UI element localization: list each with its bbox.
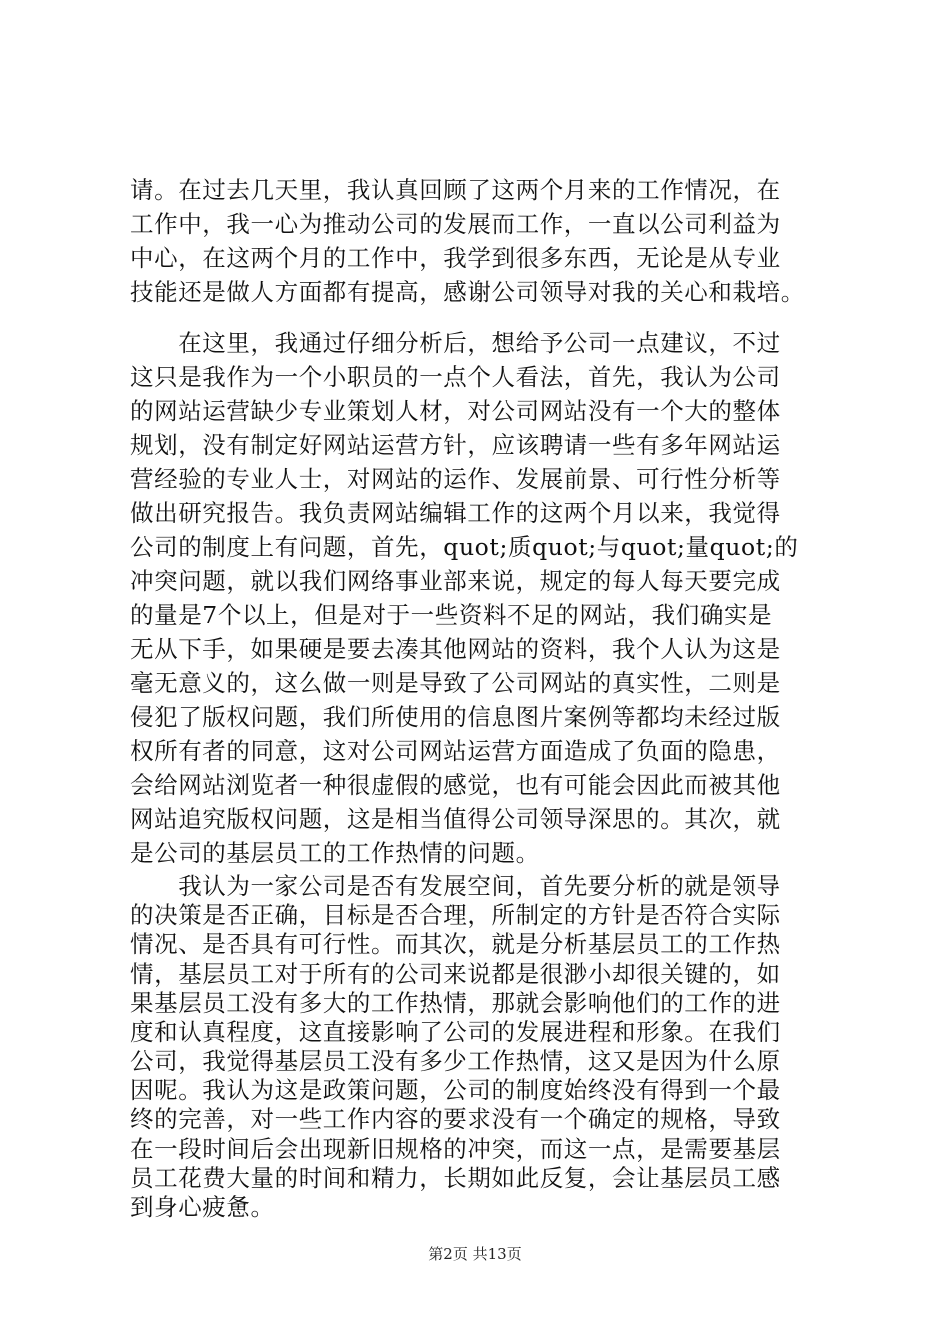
paragraph-2-line-3: 的网站运营缺少专业策划人材，对公司网站没有一个大的整体 (130, 397, 781, 425)
paragraph-3-line-8: 因呢。我认为这是政策问题，公司的制度始终没有得到一个最 (130, 1076, 781, 1105)
paragraph-2-line-14: 会给网站浏览者一种很虚假的感觉，也有可能会因此而被其他 (130, 771, 781, 799)
paragraph-2-line-15: 网站追究版权问题，这是相当值得公司领导深思的。其次，就 (130, 805, 781, 833)
paragraph-2-line-11: 毫无意义的，这么做一则是导致了公司网站的真实性，二则是 (130, 669, 781, 697)
paragraph-2-line-8: 冲突问题，就以我们网络事业部来说，规定的每人每天要完成 (130, 567, 781, 595)
paragraph-3-line-11: 员工花费大量的时间和精力，长期如此反复，会让基层员工感 (130, 1163, 781, 1192)
paragraph-2-line-10: 无从下手，如果硬是要去凑其他网站的资料，我个人认为这是 (130, 635, 781, 663)
paragraph-3-line-3: 情况、是否具有可行性。而其次，就是分析基层员工的工作热 (130, 930, 781, 959)
paragraph-3-line-6: 度和认真程度，这直接影响了公司的发展进程和形象。在我们 (130, 1017, 781, 1046)
paragraph-2-line-2: 这只是我作为一个小职员的一点个人看法，首先，我认为公司 (130, 363, 781, 391)
paragraph-1-line-2: 工作中，我一心为推动公司的发展而工作，一直以公司利益为 (130, 210, 781, 238)
paragraph-3-line-5: 果基层员工没有多大的工作热情，那就会影响他们的工作的进 (130, 988, 781, 1017)
paragraph-2-line-6: 做出研究报告。我负责网站编辑工作的这两个月以来，我觉得 (130, 499, 781, 527)
paragraph-2-line-5: 营经验的专业人士，对网站的运作、发展前景、可行性分析等 (130, 465, 781, 493)
page-footer: 第2页 共13页 (428, 1245, 522, 1263)
paragraph-3-line-1: 我认为一家公司是否有发展空间，首先要分析的就是领导 (130, 872, 781, 900)
paragraph-3-line-2: 的决策是否正确，目标是否合理，所制定的方针是否符合实际 (130, 901, 781, 930)
paragraph-3-line-9: 终的完善，对一些工作内容的要求没有一个确定的规格，导致 (130, 1105, 781, 1134)
paragraph-3-line-7: 公司，我觉得基层员工没有多少工作热情，这又是因为什么原 (130, 1047, 781, 1076)
paragraph-2-line-12: 侵犯了版权问题，我们所使用的信息图片案例等都均未经过版 (130, 703, 781, 731)
paragraph-2-line-1: 在这里，我通过仔细分析后，想给予公司一点建议，不过 (130, 329, 781, 357)
paragraph-3-line-4: 情，基层员工对于所有的公司来说都是很渺小却很关键的，如 (130, 959, 781, 988)
paragraph-3-line-10: 在一段时间后会出现新旧规格的冲突，而这一点，是需要基层 (130, 1134, 781, 1163)
paragraph-2-line-4: 规划，没有制定好网站运营方针，应该聘请一些有多年网站运 (130, 431, 781, 459)
paragraph-2-line-16: 是公司的基层员工的工作热情的问题。 (130, 839, 540, 867)
paragraph-1-line-4: 技能还是做人方面都有提高，感谢公司领导对我的关心和栽培。 (130, 278, 805, 306)
paragraph-1-line-3: 中心，在这两个月的工作中，我学到很多东西，无论是从专业 (130, 244, 781, 272)
paragraph-3-line-12: 到身心疲惫。 (130, 1193, 275, 1221)
paragraph-2-line-13: 权所有者的同意，这对公司网站运营方面造成了负面的隐患， (130, 737, 781, 765)
paragraph-2-line-9: 的量是7个以上，但是对于一些资料不足的网站，我们确实是 (130, 601, 773, 629)
paragraph-2-line-7: 公司的制度上有问题，首先，quot;质quot;与quot;量quot;的 (130, 533, 799, 561)
paragraph-1-line-1: 请。在过去几天里，我认真回顾了这两个月来的工作情况，在 (130, 176, 781, 204)
